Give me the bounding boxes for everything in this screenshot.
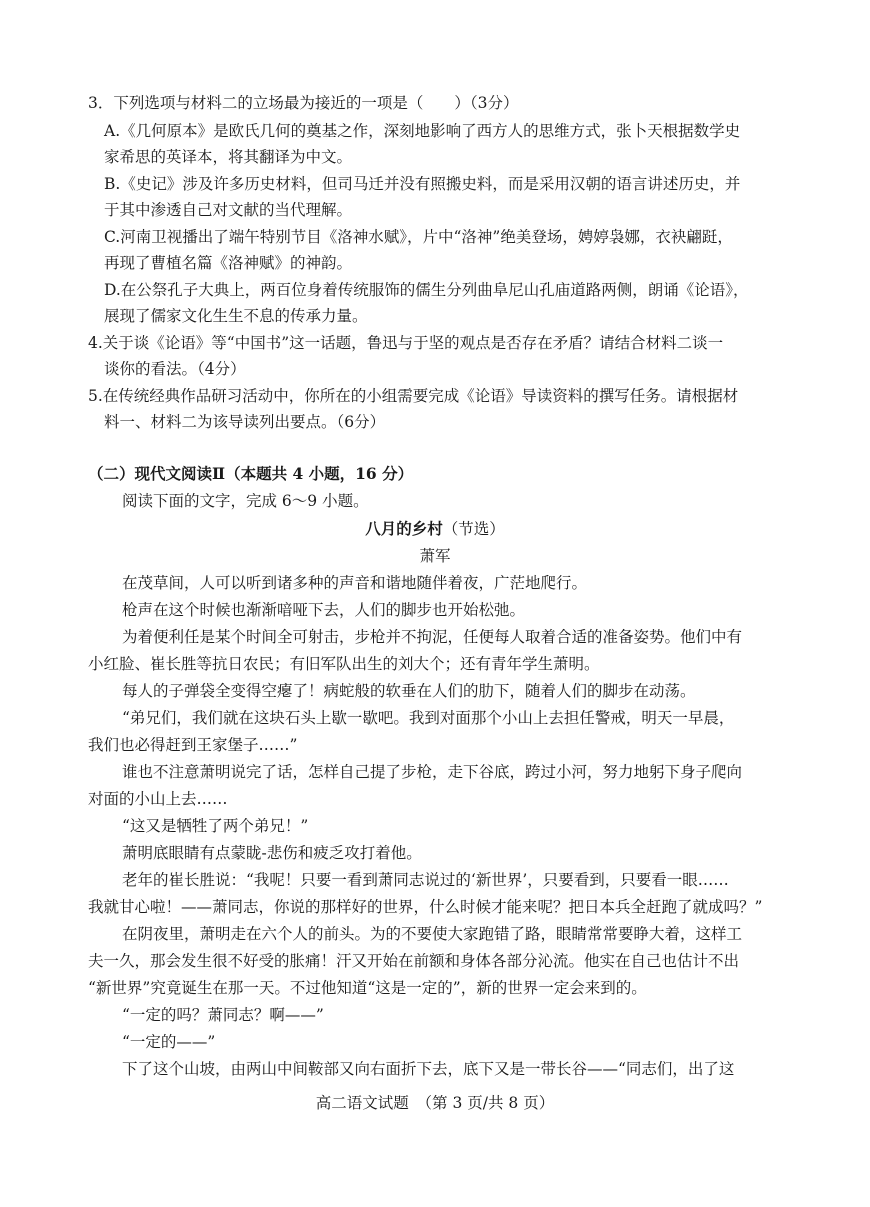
- question-5-line-2: 料一、材料二为该导读列出要点。（6分）: [104, 413, 386, 431]
- passage-line: 下了这个山坡，由两山中间鞍部又向右面折下去，底下又是一带长谷——“同志们，出了这: [122, 1060, 735, 1078]
- passage-line: 我们也必得赶到王家堡子……”: [88, 736, 298, 754]
- question-4-line-1: 4.关于谈《论语》等“中国书”这一话题，鲁迅与于坚的观点是否存在矛盾？请结合材料二谈一: [88, 334, 724, 352]
- question-3-stem: 3．下列选项与材料二的立场最为接近的一项是（ ）（3分）: [88, 94, 519, 112]
- passage-line: 萧明底眼睛有点蒙眬-悲伤和疲乏攻打着他。: [122, 844, 422, 862]
- passage-line: 枪声在这个时候也渐渐喑哑下去，人们的脚步也开始松弛。: [122, 601, 526, 619]
- option-b-line-2: 于其中渗透自己对文献的当代理解。: [104, 201, 353, 219]
- passage-line: “一定的——”: [122, 1033, 216, 1051]
- passage-line: “一定的吗？萧同志？啊——”: [122, 1006, 324, 1024]
- passage-line: 夫一久，那会发生很不好受的胀痛！汗又开始在前额和身体各部分沁流。他实在自己也估计不出: [88, 952, 740, 970]
- passage-line: 小红脸、崔长胜等抗日农民；有旧军队出生的刘大个；还有青年学生萧明。: [88, 655, 600, 673]
- option-d-line-2: 展现了儒家文化生生不息的传承力量。: [104, 307, 368, 325]
- passage-line: “新世界”究竟诞生在那一天。不过他知道“这是一定的”，新的世界一定会来到的。: [88, 979, 647, 997]
- passage-line: 在茂草间，人可以听到诸多种的声音和谐地随伴着夜，广茫地爬行。: [122, 574, 588, 592]
- option-d-line-1: D.在公祭孔子大典上，两百位身着传统服饰的儒生分列曲阜尼山孔庙道路两侧，朗诵《论语》，: [104, 281, 749, 299]
- passage-author: 萧军: [419, 547, 451, 565]
- passage-line: 每人的子弹袋全变得空瘪了！病蛇般的软垂在人们的肋下，随着人们的脚步在动荡。: [122, 682, 696, 700]
- option-a-line-2: 家希思的英译本，将其翻译为中文。: [104, 148, 353, 166]
- section-heading: （二）现代文阅读Ⅱ（本题共 4 小题，16 分）: [88, 464, 414, 483]
- option-c-line-1: C.河南卫视播出了端午特别节目《洛神水赋》，片中“洛神”绝美登场，娉婷袅娜，衣袂翩跹，: [104, 228, 733, 246]
- option-a-line-1: A.《几何原本》是欧氏几何的奠基之作，深刻地影响了西方人的思维方式，张卜天根据数学史: [104, 122, 741, 140]
- passage-line: 对面的小山上去……: [88, 790, 228, 808]
- passage-title: [0, 519, 870, 539]
- passage-line: 谁也不注意萧明说完了话，怎样自己提了步枪，走下谷底，跨过小河，努力地躬下身子爬向: [122, 763, 743, 781]
- passage-line: “弟兄们，我们就在这块石头上歇一歇吧。我到对面那个小山上去担任警戒，明天一早晨，: [122, 709, 735, 727]
- passage-line: “这又是牺牲了两个弟兄！”: [122, 817, 309, 835]
- option-c-line-2: 再现了曹植名篇《洛神赋》的神韵。: [104, 254, 353, 272]
- option-b-line-1: B.《史记》涉及许多历史材料，但司马迁并没有照搬史料，而是采用汉朝的语言讲述历史，并: [104, 175, 741, 193]
- page-footer: 高二语文试题 （第 3 页/共 8 页）: [315, 1094, 555, 1112]
- passage-line: 我就甘心啦！——萧同志，你说的那样好的世界，什么时候才能来呢？把日本兵全赶跑了就成吗？”: [88, 898, 763, 916]
- passage-title-note: （节选）: [442, 520, 505, 538]
- question-4-line-2: 谈你的看法。（4分）: [104, 360, 246, 378]
- passage-line: 为着便利任是某个时间全可射击，步枪并不拘泥，任便每人取着合适的准备姿势。他们中有: [122, 628, 743, 646]
- passage-line: 老年的崔长胜说：“我呢！只要一看到萧同志说过的‘新世界’，只要看到，只要看一眼……: [122, 871, 729, 889]
- section-instruction: 阅读下面的文字，完成 6～9 小题。: [122, 492, 369, 510]
- question-5-line-1: 5.在传统经典作品研习活动中，你所在的小组需要完成《论语》导读资料的撰写任务。请根据材: [88, 387, 739, 405]
- passage-line: 在阴夜里，萧明走在六个人的前头。为的不要使大家跑错了路，眼睛常常要睁大着，这样工: [122, 925, 743, 943]
- passage-title-text: 八月的乡村: [365, 519, 443, 538]
